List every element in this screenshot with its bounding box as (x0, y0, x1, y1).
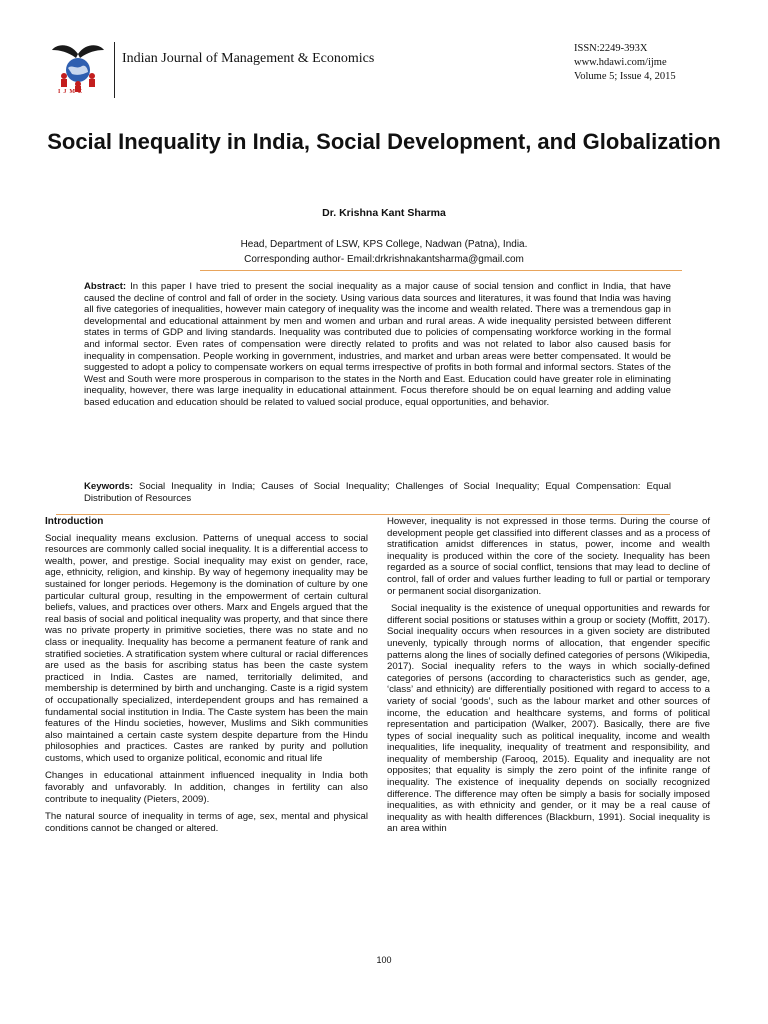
author-name: Dr. Krishna Kant Sharma (322, 207, 446, 219)
divider-top (200, 270, 682, 271)
divider-bottom (56, 514, 670, 515)
paper-title: Social Inequality in India, Social Development, and Globalization (47, 129, 721, 154)
paragraph: However, inequality is not expressed in those terms. During the course of development people get classified into different classes and as a process of stratification amidst differences in status, power, income and wealth inequality is produced within the core of the society. Inequality has been regarded as a source of social conflict, tensions that may lead to decline of control, fall of order and values further leading to full or partial or temporary or permanent social disorganization. (387, 516, 710, 597)
affiliation: Head, Department of LSW, KPS College, Nadwan (Patna), India. (240, 239, 528, 250)
corresponding-author: Corresponding author- Email:drkrishnakantsharma@gmail.com (244, 254, 524, 265)
journal-name: Indian Journal of Management & Economics (122, 51, 375, 66)
column-right (387, 516, 710, 841)
section-heading: Introduction (45, 516, 104, 527)
abstract-text: In this paper I have tried to present the social inequality as a major cause of social tension and conflict in India, that have caused the decline of control and fall of order in the society. Using various data sources and literatures, it was found that India was having all five categories of inequalities, however main category of inequality was the income and wealth related. There was a tremendous gap in developmental and educational attainment by men and women and urban and rural areas. A wide inequality persisted between different states in terms of GDP and living standards. Inequality was contributed due to policies of compensating workforce working in the formal and informal sector. Even rates of compensation were directly related to profits and was not related to labor also caused basis for inequality in compensation. People working in government, industries, and market and urban areas were better compensated. It would be suggested to adopt a policy to compensate workers on equal terms irrespective of profits in both formal and informal sectors. States of the West and South were more prosperous in comparison to the states in the North and East. Education could have greater role in eliminating inequality, however, there was large inequality in educational attainment. Focus therefore should be on equal learning and adding value based education and education should be related to valued social produce, equal opportunities, and behavior. (84, 281, 671, 408)
page-number: 100 (376, 955, 392, 965)
column-left (45, 516, 368, 840)
affiliation-block (0, 237, 768, 267)
journal-logo (48, 40, 108, 96)
issn: ISSN:2249-393X (574, 43, 648, 54)
paragraph: Social inequality is the existence of unequal opportunities and rewards for different social positions or statuses within a group or society (Moffitt, 2017). Social inequality occurs when resources in a given society are distributed unevenly, typically through norms of allocation, that engender specific patterns along the lines of socially defined categories of persons (Wikipedia, 2017). Social inequality refers to the ways in which socially-defined categories of persons (according to characteristics such as gender, age, ‘class’ and ethnicity) are differentially positioned with regard to access to a variety of social ‘goods’, such as the labour market and other sources of income, the education and healthcare systems, and forms of political representation and participation (Walker, 2007). Basically, there are five types of social inequality such as political inequality, income and wealth inequalities, life inequality, inequality of treatment and responsibility, and inequality of membership (Farooq, 2015). Equality and inequality are not opposites; that equality is simply the zero point of the infinite range of inequality. The existence of inequality depends on socially recognized difference. The difference may often be simply a basis for socially imposed inequalities, as with ethnicity and gender, or it may be a real cause of inequality as with health differences (Blackburn, 1991). Social inequality is an area within (387, 603, 710, 835)
logo-text: IJME (58, 89, 85, 95)
journal-meta (574, 42, 676, 84)
abstract-label: Abstract: (84, 281, 127, 292)
abstract (84, 281, 671, 409)
paragraph: Social inequality means exclusion. Patterns of unequal access to social resources are commonly called social inequality. It is a differential access to wealth, power, and prestige. Social inequality may exist on gender, race, age, ethnicity, religion, and kinship. By way of hegemony inequality may be sustained for longer periods. Hegemony is the domination of culture by one particular cultural group, resulting in the empowerment of certain cultural beliefs, values, and practices over others. Marx and Engels argued that the real basis of social and political inequality was property, and that since there was no private property in primitive societies, there was no state and no class or inequality. Inequality has become a permanent feature of rank and stratified societies. A stratification system where cultural or racial differences are used as the basis for ascribing status has been the caste system practiced in India. Castes are named, territorially delimited, and membership is determined by birth and unchanging. Caste is a rigid system of occupationally specialized, interdependent groups and has remained a fundamental social institution in India. The Caste system has been the main features of the Hindu societies, however, Muslims and Sikh communities also maintained a certain caste system despite departure from the Hindu philosophies and practices. Castes are ranked by purity and pollution customs, which used to organize political, economic and ritual life (45, 532, 368, 764)
keywords (84, 481, 671, 504)
paragraph: Changes in educational attainment influenced inequality in India both favorably and unfavorably. In addition, changes in fertility can also contribute to inequality (Pieters, 2009). (45, 770, 368, 805)
journal-url[interactable]: www.hdawi.com/ijme (574, 57, 667, 68)
keywords-label: Keywords: (84, 481, 134, 492)
header-divider (114, 42, 115, 98)
keywords-text: Social Inequality in India; Causes of Social Inequality; Challenges of Social Inequality; Equal Compensation: Equal Distribution of Resources (84, 481, 671, 504)
paragraph: The natural source of inequality in terms of age, sex, mental and physical conditions cannot be changed or altered. (45, 811, 368, 834)
volume-issue: Volume 5; Issue 4, 2015 (574, 71, 676, 82)
